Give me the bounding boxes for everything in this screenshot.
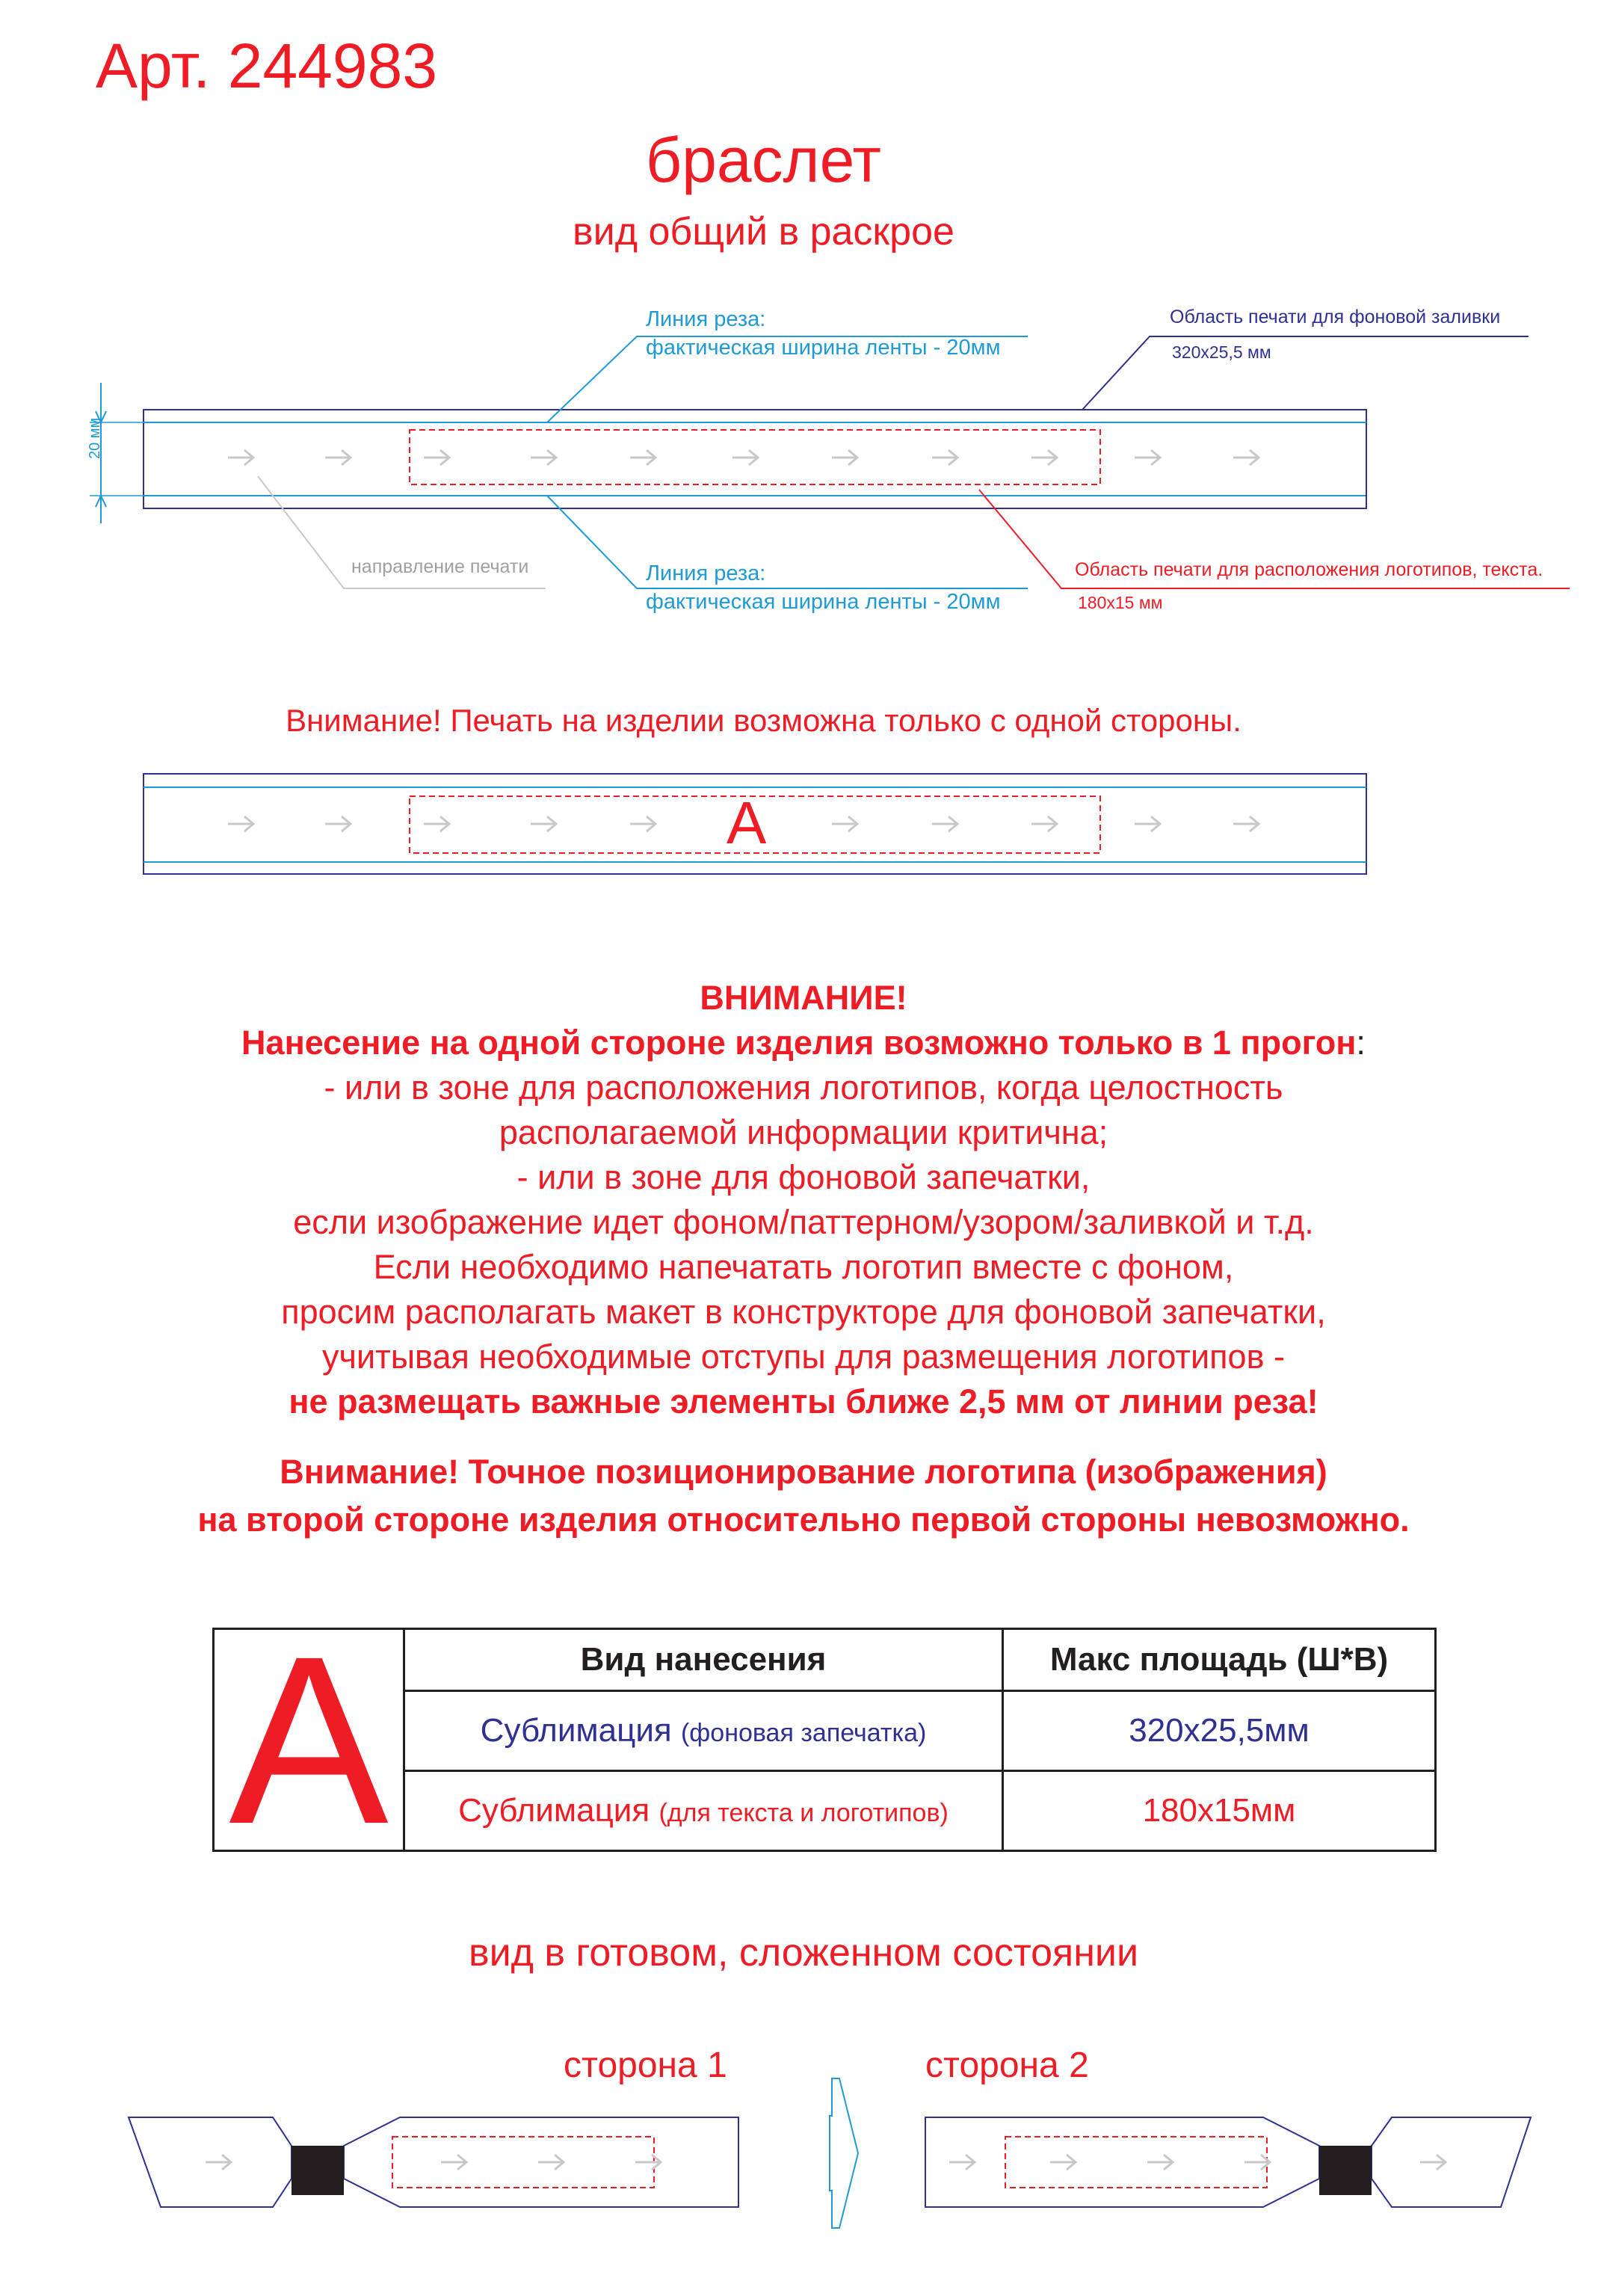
side-1-label: сторона 1 [564,2046,727,2085]
spec-row-size: 320x25,5мм [1003,1691,1436,1771]
spec-row-method: Сублимация (фоновая запечатка) [404,1691,1003,1771]
article-number: Арт. 244983 [96,31,438,101]
warning-line: просим располагать макет в конструкторе для фоновой запечатки, [281,1293,1326,1331]
print-direction-label: направление печати [351,556,529,577]
strip-layout [90,336,1570,588]
spec-row-method: Сублимация (для текста и логотипов) [404,1771,1003,1851]
side-a-letter: А [727,790,767,856]
print-direction-arrows [228,450,1259,465]
page-title: браслет [646,125,881,195]
warning-block [0,976,1607,1424]
one-side-notice: Внимание! Печать на изделии возможна только с одной стороны. [286,703,1242,738]
cut-line-label-bottom: Линия реза: фактическая ширина ленты - 20мм [646,561,1001,614]
bg-area-size: 320x25,5 мм [1172,342,1271,362]
side-2-label: сторона 2 [925,2046,1089,2085]
warning-line: - или в зоне для фоновой запечатки, [516,1158,1091,1196]
spec-header-method: Вид нанесения [404,1629,1003,1691]
bracelet-side-1 [129,2117,738,2207]
spec-table [212,1606,1437,1874]
finished-view-title: вид в готовом, сложенном состоянии [468,1931,1139,1975]
warning-line: учитывая необходимые отступы для размещения логотипов - [322,1338,1285,1376]
logo-area-label: Область печати для расположения логотипов, текста. [1075,559,1543,580]
width-dimension-label: 20 мм [87,417,103,459]
logo-area-size: 180x15 мм [1078,593,1163,612]
cut-line-label-top: Линия реза: фактическая ширина ленты - 20мм [646,307,1001,360]
warning-heading: ВНИМАНИЕ! [700,979,907,1017]
warning-last-line: не размещать важные элементы ближе 2,5 мм от линии реза! [289,1382,1318,1421]
bracelet-side-2 [925,2117,1531,2207]
bg-area-label: Область печати для фоновой заливки [1170,307,1501,327]
warning-line: располагаемой информации критична; [499,1113,1108,1151]
warning-line-1: Нанесение на одной стороне изделия возможно только в 1 прогон: [241,1024,1366,1062]
flip-arrow-icon [830,2078,858,2228]
warning-line: - или в зоне для расположения логотипов, когда целостность [324,1068,1283,1107]
warning-line: если изображение идет фоном/паттерном/узором/заливкой и т.д. [293,1203,1314,1241]
spec-row-size: 180x15мм [1003,1771,1436,1851]
spec-header-area: Макс площадь (Ш*В) [1003,1629,1436,1691]
spec-side-letter: А [214,1629,404,1851]
page-subtitle: вид общий в раскрое [573,210,954,253]
warning-line: Если необходимо напечатать логотип вместе с фоном, [373,1248,1234,1286]
positioning-notice: Внимание! Точное позиционирование логотипа (изображения) на второй стороне изделия относительно первой стороны невозможно. [197,1453,1410,1539]
